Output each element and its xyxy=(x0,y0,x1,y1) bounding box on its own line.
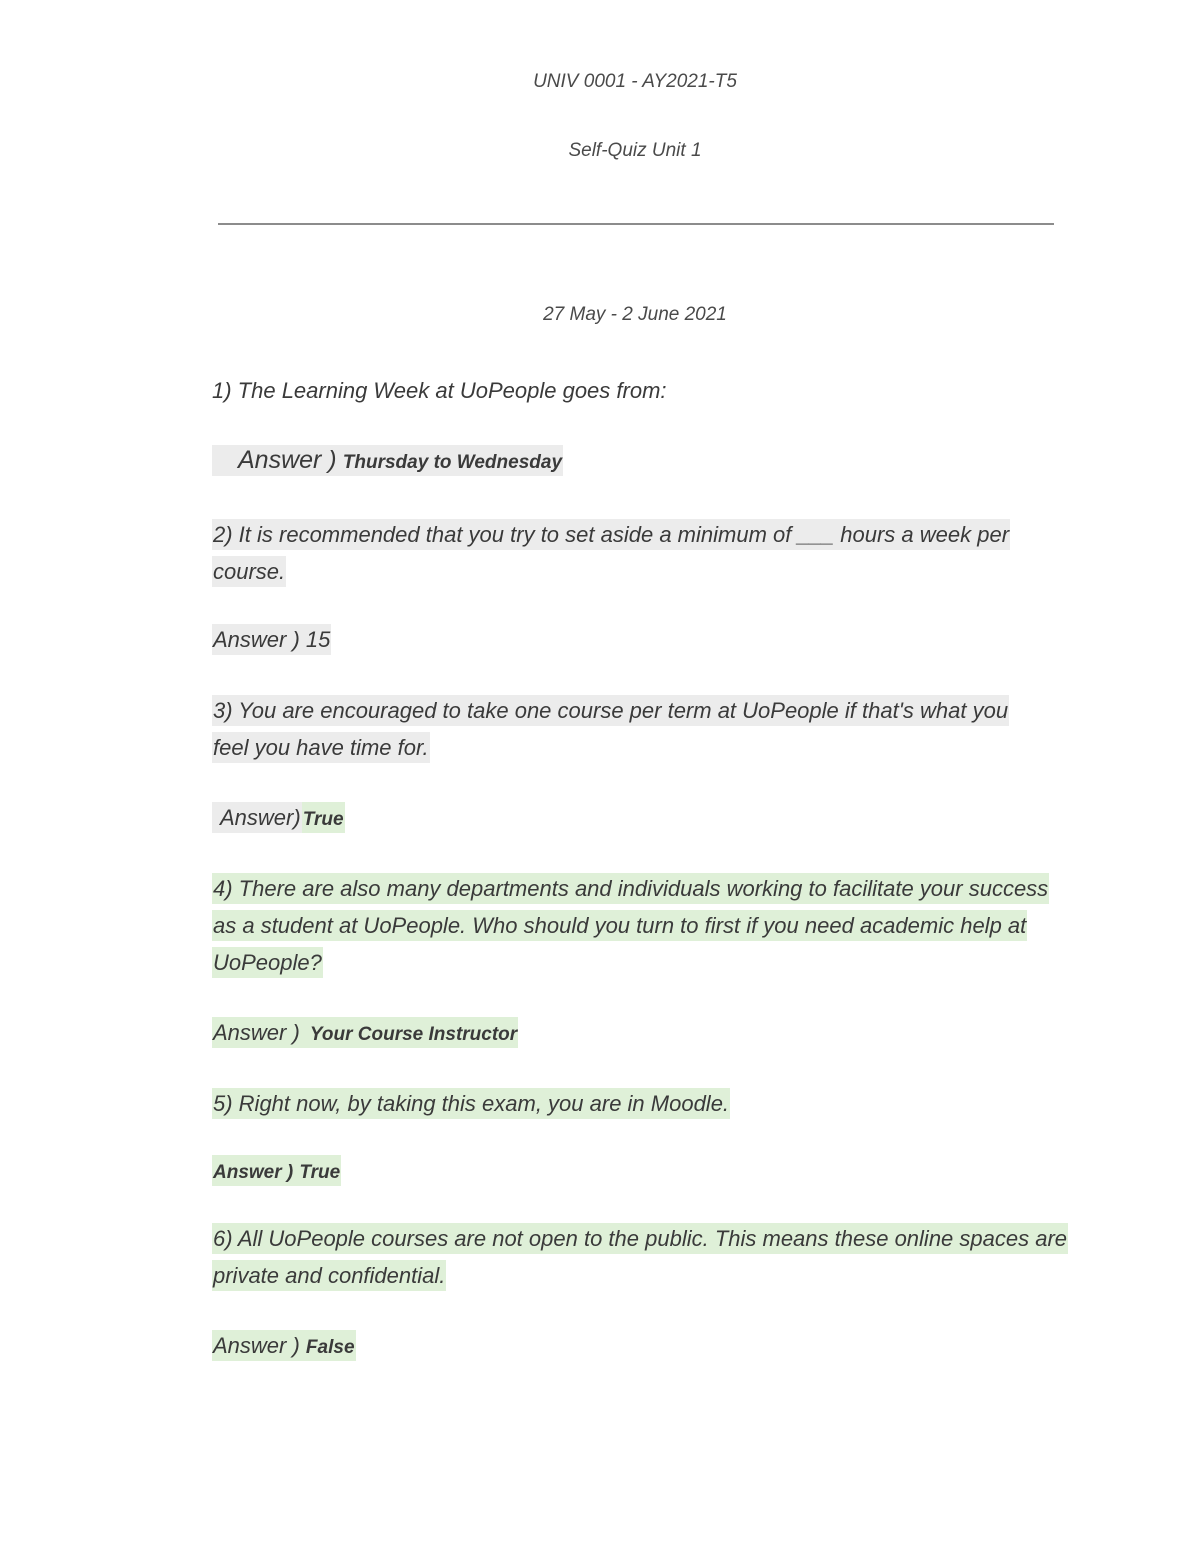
question-6-text: 6) All UoPeople courses are not open to the public. This means these online spaces are private and confidential. xyxy=(212,1223,1068,1291)
answer-1-value: Thursday to Wednesday xyxy=(342,452,563,473)
question-3-text: 3) You are encouraged to take one course per term at UoPeople if that's what you feel you have time for. xyxy=(212,695,1009,763)
answer-3-label: Answer) xyxy=(220,805,301,830)
question-4 xyxy=(212,870,1062,981)
answer-6-label: Answer ) xyxy=(213,1333,300,1358)
question-5-text: 5) Right now, by taking this exam, you are in Moodle. xyxy=(212,1088,730,1119)
answer-3 xyxy=(212,799,1072,838)
question-3 xyxy=(212,692,1042,766)
answer-4 xyxy=(212,1014,1072,1053)
question-6 xyxy=(212,1220,1082,1294)
answer-4-label: Answer ) xyxy=(213,1020,300,1045)
answer-2 xyxy=(212,621,1072,658)
quiz-title: Self-Quiz Unit 1 xyxy=(568,140,702,161)
answer-3-value: True xyxy=(302,809,344,830)
answer-1 xyxy=(212,442,1072,481)
course-code: UNIV 0001 - AY2021-T5 xyxy=(533,71,737,92)
answer-2-value: 15 xyxy=(305,627,331,652)
answer-6-value: False xyxy=(305,1337,355,1358)
question-4-text: 4) There are also many departments and individuals working to facilitate your success as a student at UoPeople. Who should you turn to first if you need academic help at UoPeople? xyxy=(212,873,1049,978)
question-1 xyxy=(212,372,1072,409)
answer-5 xyxy=(212,1152,1072,1191)
question-2 xyxy=(212,516,1032,590)
question-1-text: 1) The Learning Week at UoPeople goes from: xyxy=(212,378,667,403)
question-2-text: 2) It is recommended that you try to set aside a minimum of ___ hours a week per course. xyxy=(212,519,1010,587)
question-5 xyxy=(212,1085,1072,1122)
quiz-dates: 27 May - 2 June 2021 xyxy=(543,304,727,325)
answer-4-value: Your Course Instructor xyxy=(309,1024,518,1045)
answer-5-label: Answer ) xyxy=(213,1162,294,1183)
answer-6 xyxy=(212,1327,1072,1366)
answer-2-label: Answer ) xyxy=(213,627,300,652)
answer-5-value: True xyxy=(299,1162,341,1183)
title-divider xyxy=(218,223,1054,225)
answer-1-label: Answer ) xyxy=(238,446,337,474)
